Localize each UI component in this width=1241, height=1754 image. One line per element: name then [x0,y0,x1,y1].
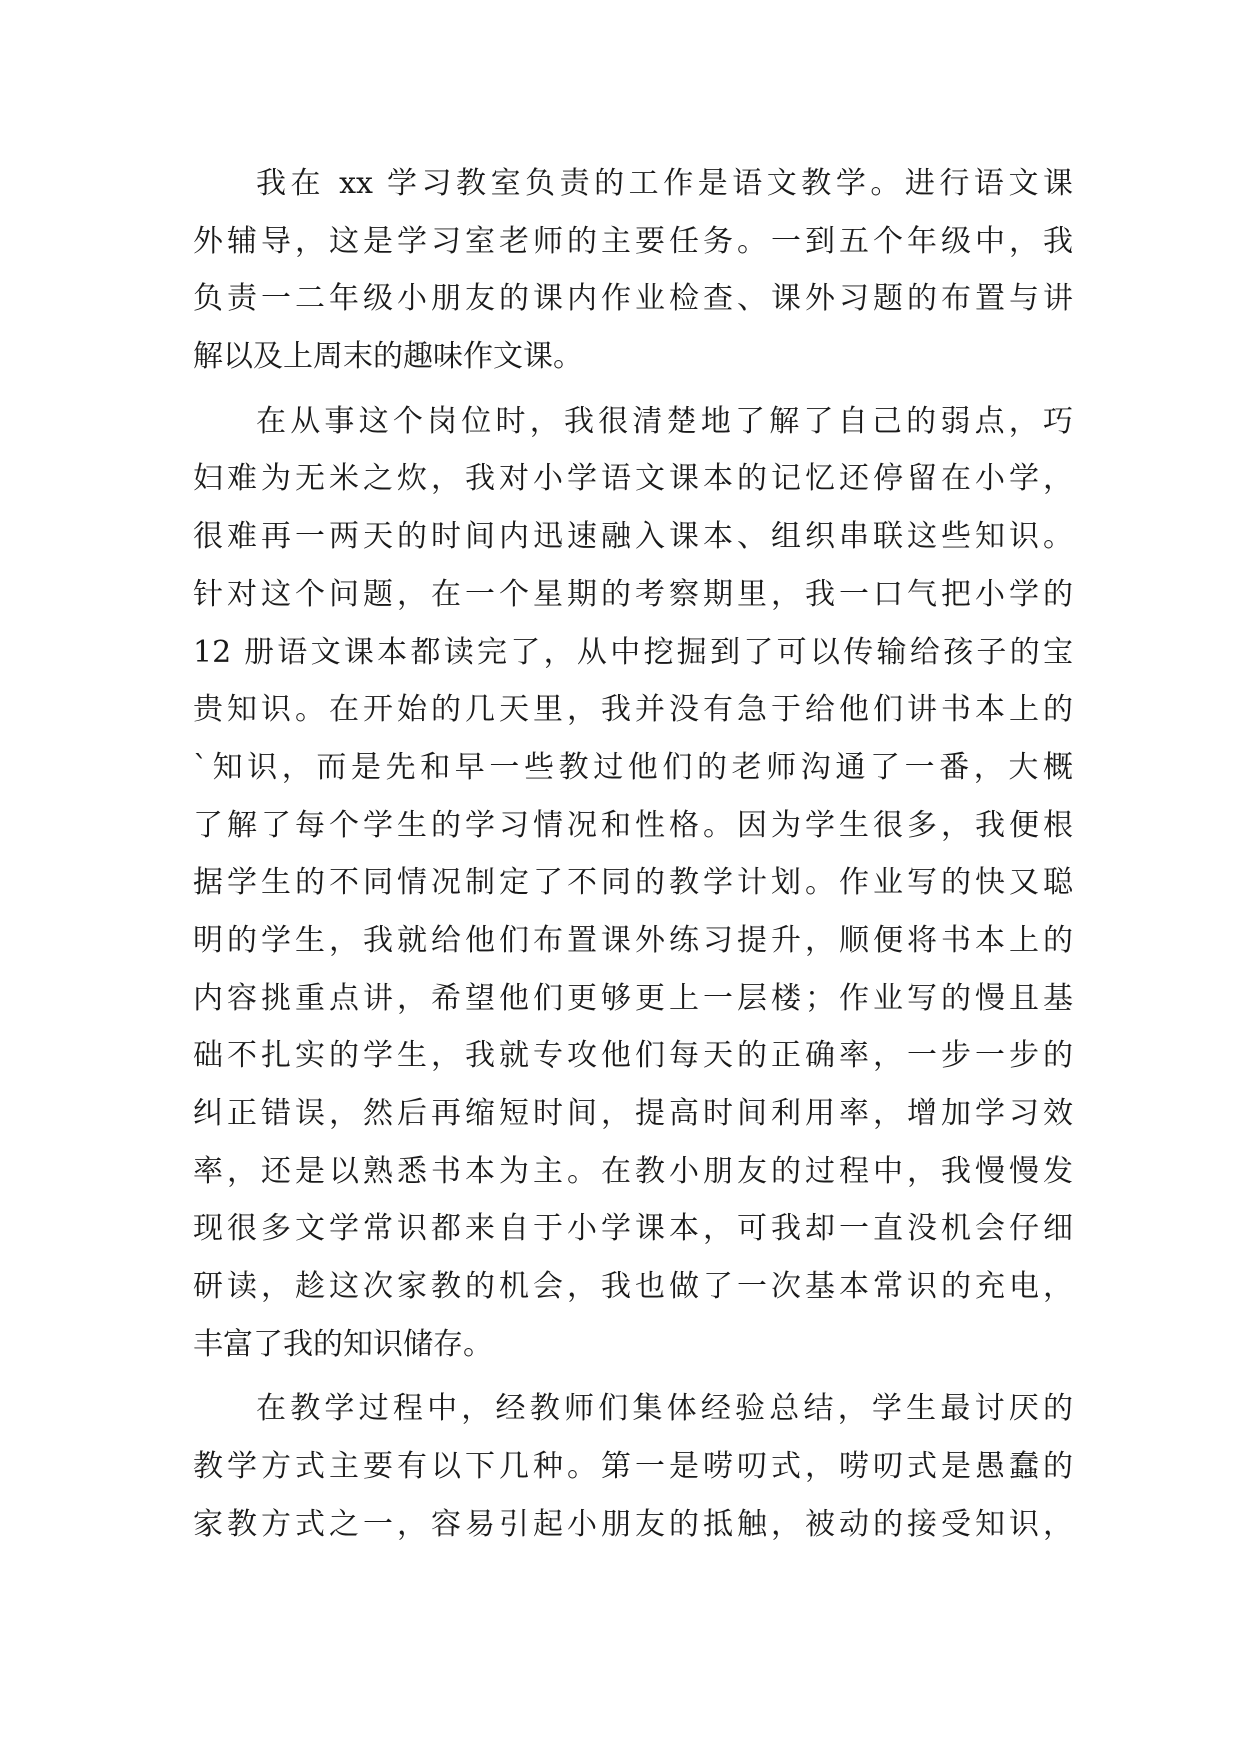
paragraph-line: 12 册语文课本都读完了，从中挖掘到了可以传输给孩子的宝 [193,634,1073,670]
paragraph-line: 丰富了我的知识储存。 [193,1326,493,1362]
paragraph-line: 纠正错误，然后再缩短时间，提高时间利用率，增加学习效 [193,1096,1073,1131]
paragraph-gap [193,386,1073,393]
paragraph-line: 在从事这个岗位时，我很清楚地了解了自己的弱点，巧 [256,403,1073,439]
paragraph-line: 明的学生，我就给他们布置课外练习提升，顺便将书本上的 [193,922,1073,958]
paragraph-line: 在教学过程中，经教师们集体经验总结，学生最讨厌的 [256,1391,1073,1427]
paragraph-line: 据学生的不同情况制定了不同的教学计划。作业写的快又聪 [193,865,1073,901]
paragraph-line: 妇难为无米之炊，我对小学语文课本的记忆还停留在小学， [193,461,1073,497]
paragraph-line: 我在 xx 学习教室负责的工作是语文教学。进行语文课 [256,166,1073,201]
document-body [193,155,1073,1554]
paragraph-3 [193,1380,1073,1553]
paragraph-line: `知识，而是先和早一些教过他们的老师沟通了一番，大概 [193,749,1073,785]
paragraph-line: 内容挑重点讲，希望他们更够更上一层楼；作业写的慢且基 [193,980,1073,1016]
paragraph-line: 针对这个问题，在一个星期的考察期里，我一口气把小学的 [193,576,1073,612]
paragraph-line: 了解了每个学生的学习情况和性格。因为学生很多，我便根 [193,807,1073,843]
paragraph-line: 贵知识。在开始的几天里，我并没有急于给他们讲书本上的 [193,692,1073,728]
paragraph-line: 现很多文学常识都来自于小学课本，可我却一直没机会仔细 [193,1211,1073,1247]
paragraph-line: 础不扎实的学生，我就专攻他们每天的正确率，一步一步的 [193,1038,1073,1074]
paragraph-line: 解以及上周末的趣味作文课。 [193,339,583,375]
paragraph-1 [193,155,1073,386]
paragraph-gap [193,1373,1073,1380]
paragraph-line: 教学方式主要有以下几种。第一是唠叨式，唠叨式是愚蠢的 [193,1449,1073,1485]
paragraph-line: 外辅导，这是学习室老师的主要任务。一到五个年级中，我 [193,223,1073,259]
paragraph-line: 率，还是以熟悉书本为主。在教小朋友的过程中，我慢慢发 [193,1153,1073,1189]
paragraph-2 [193,393,1073,1374]
paragraph-line: 很难再一两天的时间内迅速融入课本、组织串联这些知识。 [193,519,1073,555]
paragraph-line: 负责一二年级小朋友的课内作业检查、课外习题的布置与讲 [193,281,1073,317]
paragraph-line: 研读，趁这次家教的机会，我也做了一次基本常识的充电， [193,1269,1073,1305]
paragraph-line: 家教方式之一，容易引起小朋友的抵触，被动的接受知识， [193,1506,1073,1542]
